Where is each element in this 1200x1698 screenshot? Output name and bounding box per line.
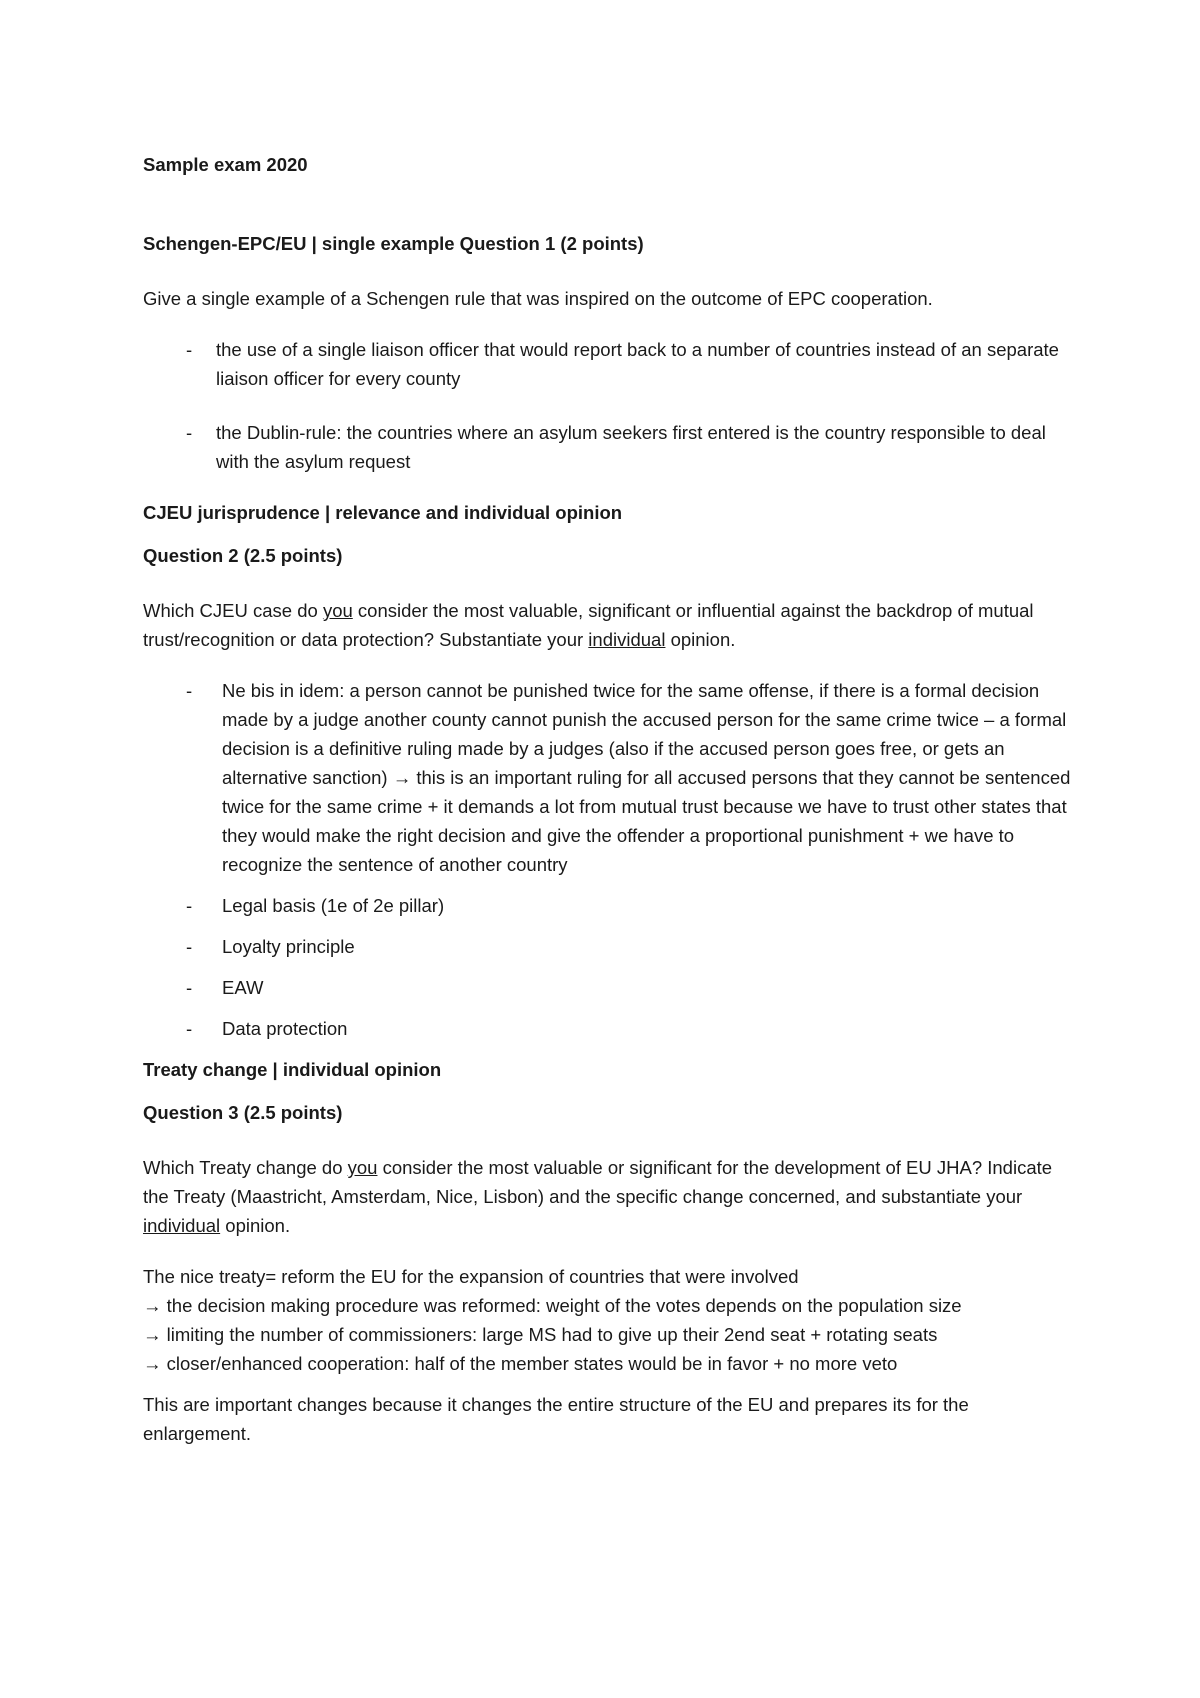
arrow-icon: → [143,1324,162,1345]
section2-answer-short: - EAW [143,973,1073,1002]
document-title: Sample exam 2020 [143,154,308,175]
emphasis-you: you [347,1157,378,1178]
bullet-dash: - [186,339,193,360]
bullet-dash: - [186,422,193,443]
section3-question-label: Question 3 (2.5 points) [143,1102,343,1123]
section2-question: Which CJEU case do you consider the most valuable, significant or influential against the backdrop of mutual trust/recognition or data protection? Substantiate your individual opinion. [143,600,1034,650]
section3-answer-point: → closer/enhanced cooperation: half of the member states would be in favor + no more veto [143,1353,898,1374]
emphasis-individual: individual [143,1215,221,1236]
section3-conclusion: This are important changes because it changes the entire structure of the EU and prepares its for the enlargement. [143,1394,969,1444]
section1-question: Give a single example of a Schengen rule that was inspired on the outcome of EPC cooperation. [143,288,933,309]
arrow-icon: → [143,1353,162,1374]
section2-heading: CJEU jurisprudence | relevance and individual opinion [143,502,623,523]
answer-text: the Dublin-rule: the countries where an asylum seekers first entered is the country responsible to deal with the asylum request [216,422,1046,472]
emphasis-individual: individual [588,629,666,650]
document-page [143,150,1073,1448]
section2-answer-main: - Ne bis in idem: a person cannot be punished twice for the same offense, if there is a formal decision made by a judge another county cannot punish the accused person for the same crime twice – a formal decision is a definitive ruling made by a judges (also if the accused person goes free, or gets an alternative sanction) → this is an important ruling for all accused persons that they cannot be sentenced twice for the same crime + it demands a lot from mutual trust because we have to trust other states that they would make the right decision and give the offender a proportional punishment + we have to recognize the sentence of another country [143,676,1073,879]
section2-answer-short: - Data protection [143,1014,1073,1043]
section2-answer-short: - Legal basis (1e of 2e pillar) [143,891,1073,920]
section2-question-label: Question 2 (2.5 points) [143,545,343,566]
section3-answer-point: → the decision making procedure was reformed: weight of the votes depends on the population size [143,1295,962,1316]
section3-heading: Treaty change | individual opinion [143,1059,442,1080]
section3-answer-point: → limiting the number of commissioners: large MS had to give up their 2end seat + rotating seats [143,1324,938,1345]
section1-heading: Schengen-EPC/EU | single example Question 1 (2 points) [143,233,644,254]
section1-answer-2 [143,418,1073,476]
bullet-dash: - [186,936,193,957]
section2-answer-short: - Loyalty principle [143,932,1073,961]
arrow-icon: → [392,767,412,788]
section1-answer-1 [143,335,1073,393]
bullet-dash: - [186,1018,193,1039]
bullet-dash: - [186,895,193,916]
section3-question: Which Treaty change do you consider the most valuable or significant for the development of EU JHA? Indicate the Treaty (Maastricht, Amsterdam, Nice, Lisbon) and the specific change concerned, and substantiate your individual opinion. [143,1157,1053,1236]
section3-answer-intro: The nice treaty= reform the EU for the expansion of countries that were involved [143,1266,799,1287]
arrow-icon: → [143,1295,162,1316]
bullet-dash: - [186,680,193,701]
bullet-dash: - [186,977,193,998]
emphasis-you: you [322,600,353,621]
answer-text: the use of a single liaison officer that would report back to a number of countries instead of an separate liaison officer for every county [216,339,1059,389]
